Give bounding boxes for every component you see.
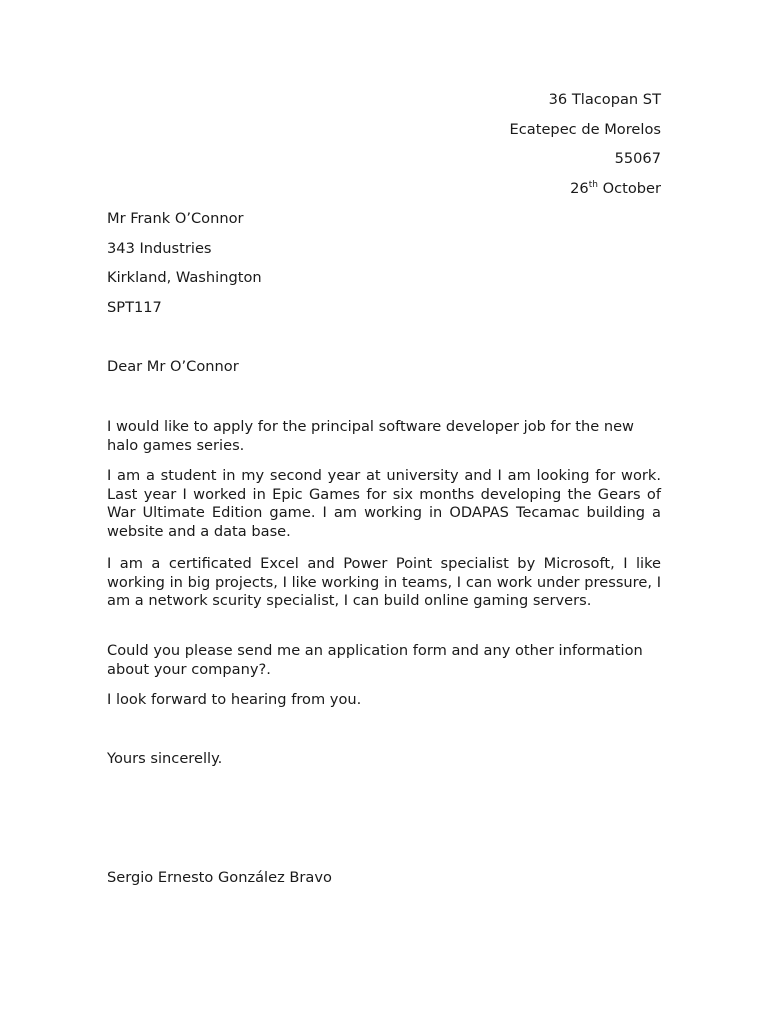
recipient-code: SPT117 <box>107 299 162 316</box>
date-suffix: th <box>588 180 598 190</box>
recipient-location: Kirkland, Washington <box>107 269 262 286</box>
body-paragraph-3: I am a certificated Excel and Power Point specialist by Microsoft, I like working in big projects, I like working in teams, I can work under pressure, I am a network scurity specialist, I can build online gaming servers. <box>107 555 661 610</box>
sender-postcode: 55067 <box>614 150 661 167</box>
recipient-company: 343 Industries <box>107 240 212 257</box>
date-month: October <box>602 180 661 197</box>
date-day: 26 <box>570 180 589 197</box>
salutation: Dear Mr O’Connor <box>107 358 239 375</box>
letter-date <box>570 180 661 198</box>
recipient-name: Mr Frank O’Connor <box>107 210 244 227</box>
body-paragraph-2: I am a student in my second year at university and I am looking for work. Last year I worked in Epic Games for six months developing the Gears of War Ultimate Edition game. I am working in ODAPAS Tecamac building a website and a data base. <box>107 467 661 540</box>
closing: Yours sincerelly. <box>107 750 223 767</box>
body-paragraph-5: I look forward to hearing from you. <box>107 691 362 708</box>
sender-city: Ecatepec de Morelos <box>509 121 661 138</box>
body-paragraph-4: Could you please send me an application form and any other information about your company?. <box>107 642 643 678</box>
body-paragraph-1: I would like to apply for the principal software developer job for the new halo games series. <box>107 418 634 454</box>
signature-name: Sergio Ernesto González Bravo <box>107 869 332 886</box>
sender-street: 36 Tlacopan ST <box>548 91 661 108</box>
